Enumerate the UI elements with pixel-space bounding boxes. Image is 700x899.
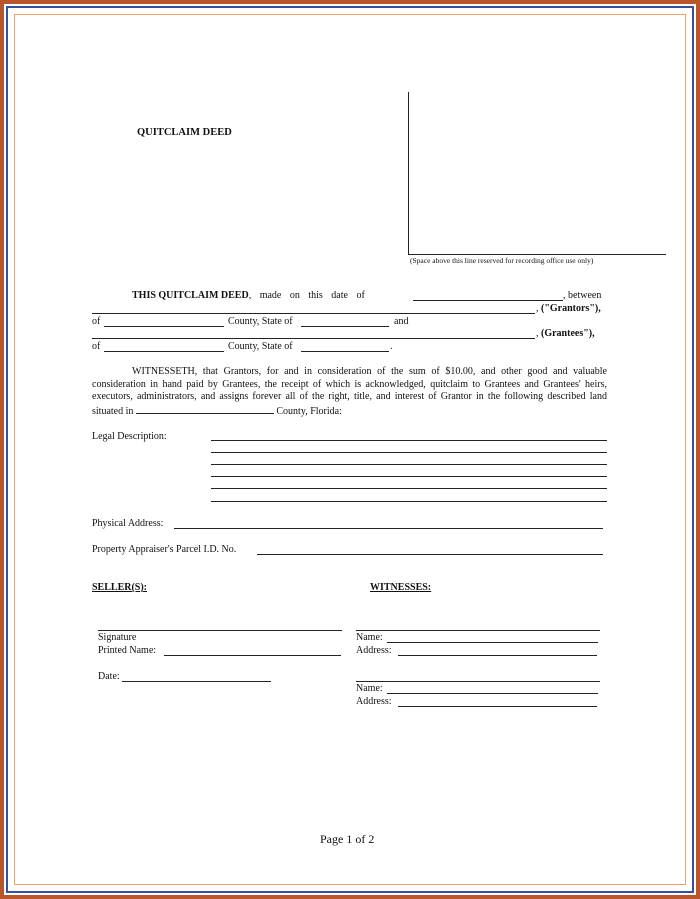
- legal-description-line: [211, 476, 607, 477]
- legal-description-line: [211, 464, 607, 465]
- seller-signature-line: [98, 630, 342, 631]
- and-label: and: [394, 316, 409, 327]
- period-1: .: [390, 341, 393, 352]
- county-florida-label: County, Florida:: [276, 405, 342, 417]
- recording-box-left-edge: [408, 92, 409, 254]
- of-label-2: of: [92, 341, 101, 352]
- grantors-label: [536, 303, 601, 314]
- witness1-name-label: Name:: [356, 632, 383, 643]
- witness2-address-label: Address:: [356, 696, 392, 707]
- county-state-label-2: County, State of: [228, 341, 293, 352]
- date-blank: [413, 300, 563, 301]
- witness2-name-label: Name:: [356, 683, 383, 694]
- grantees-county-blank: [104, 351, 224, 352]
- grantors-state-blank: [301, 326, 389, 327]
- witnesseth-text: WITNESSETH, that Grantors, for and in consideration of the sum of $10.00, and other good and valuable consideration in hand paid by Grantees, the receipt of which is acknowledged, quitclaim to Grantees and Grantees' heirs, executors, administrators, and assigns forever all of the right, title, and interest of Grantor in the following described land situated in: [92, 366, 607, 417]
- printed-name-label: Printed Name:: [98, 645, 157, 656]
- of-label-1: of: [92, 316, 101, 327]
- grantors-name-blank: [92, 313, 535, 314]
- county-state-label-1: County, State of: [228, 316, 293, 327]
- grantees-label-text: (Grantees"),: [541, 328, 595, 339]
- witness2-name-blank: [387, 693, 598, 694]
- grantees-name-blank: [92, 338, 535, 339]
- legal-description-line: [211, 488, 607, 489]
- signature-label: Signature: [98, 632, 137, 643]
- recording-box-bottom-edge: [408, 254, 666, 255]
- witness1-name-blank: [387, 642, 598, 643]
- witnesseth-paragraph: [92, 366, 607, 418]
- grantors-county-blank: [104, 326, 224, 327]
- printed-name-blank: [164, 655, 341, 656]
- deed-intro: [132, 290, 365, 301]
- date-label: Date:: [98, 671, 120, 682]
- sellers-heading: SELLER(S):: [92, 582, 148, 593]
- legal-description-line: [211, 452, 607, 453]
- page-number: Page 1 of 2: [320, 832, 375, 846]
- witness1-signature-line: [356, 630, 600, 631]
- between-label: , between: [563, 290, 602, 301]
- grantees-state-blank: [301, 351, 389, 352]
- deed-intro-rest: , made on this date of: [248, 290, 365, 301]
- witness1-address-blank: [398, 655, 597, 656]
- parcel-id-blank: [257, 554, 603, 555]
- land-county-blank: [136, 404, 274, 414]
- legal-description-label: Legal Description:: [92, 431, 167, 442]
- grantors-label-text: ("Grantors"),: [541, 303, 601, 314]
- witnesses-heading: WITNESSES:: [370, 582, 432, 593]
- parcel-id-label: Property Appraiser's Parcel I.D. No.: [92, 544, 237, 555]
- physical-address-blank: [174, 528, 603, 529]
- signing-date-blank: [122, 681, 271, 682]
- recording-note: (Space above this line reserved for recording office use only): [410, 256, 594, 265]
- deed-intro-bold: THIS QUITCLAIM DEED: [132, 290, 249, 301]
- legal-description-line: [211, 501, 607, 502]
- document-title: QUITCLAIM DEED: [137, 127, 232, 138]
- legal-description-line: [211, 440, 607, 441]
- physical-address-label: Physical Address:: [92, 518, 164, 529]
- witness2-address-blank: [398, 706, 597, 707]
- witness2-signature-line: [356, 681, 600, 682]
- grantees-label: [536, 328, 595, 339]
- grantors-label-comma: ,: [536, 303, 541, 314]
- grantees-label-comma: ,: [536, 328, 541, 339]
- witness1-address-label: Address:: [356, 645, 392, 656]
